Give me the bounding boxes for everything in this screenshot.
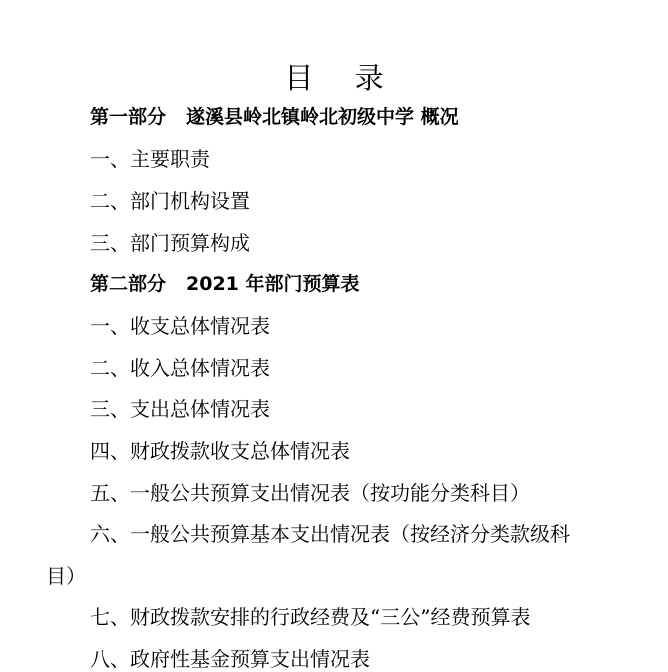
part-name: 遂溪县岭北镇岭北初级中学 概况 [186,106,459,128]
part-heading-2 [90,271,360,297]
part-number: 第一部分 [90,106,167,128]
toc-item: 二、部门机构设置 [90,189,250,213]
toc-item: 八、政府性基金预算支出情况表 [90,647,370,671]
toc-item: 四、财政拨款收支总体情况表 [90,439,350,463]
part-name: 2021 年部门预算表 [186,273,360,295]
toc-title: 目 录 [284,61,400,95]
part-heading-1 [90,104,459,130]
part-number: 第二部分 [90,273,167,295]
toc-item: 一、收支总体情况表 [90,314,270,338]
toc-item: 六、一般公共预算基本支出情况表（按经济分类款级科 [90,522,570,546]
toc-item: 三、部门预算构成 [90,231,250,255]
toc-item: 二、收入总体情况表 [90,356,270,380]
toc-item: 七、财政拨款安排的行政经费及“三公”经费预算表 [90,605,531,629]
toc-item-continuation: 目） [46,564,86,588]
toc-item: 一、主要职责 [90,147,210,171]
toc-item: 三、支出总体情况表 [90,397,270,421]
toc-item: 五、一般公共预算支出情况表（按功能分类科目） [90,481,530,505]
